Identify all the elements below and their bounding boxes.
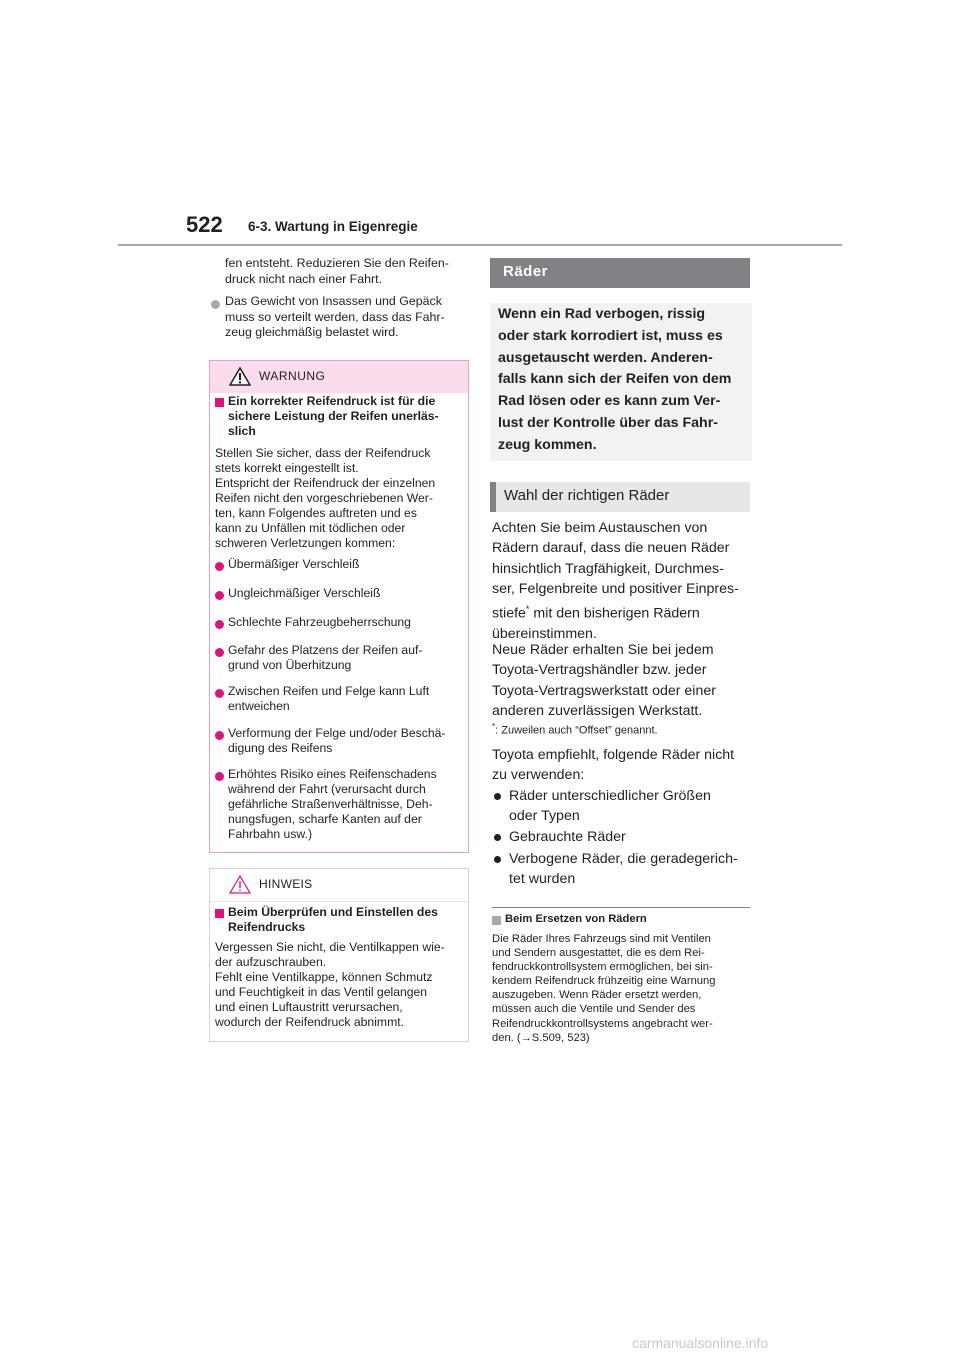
footnote-marker: * <box>525 604 530 615</box>
bullet-dot <box>215 620 224 629</box>
note-title: HINWEIS <box>259 877 313 891</box>
section-title: 6-3. Wartung in Eigenregie <box>248 219 418 234</box>
bullet-dot <box>215 772 224 781</box>
bullet-dot <box>494 793 501 800</box>
avoid-item: Verbogene Räder, die geradegerich- tet wurden <box>509 851 738 888</box>
warning-body: Stellen Sie sicher, dass der Reifendruck stets korrekt eingestellt ist. Entspricht der Reifendruck der einzelnen Reifen nicht den vorgeschriebenen Wer- ten, kann Folgendes auftreten und es kann zu Unfällen mit tödlichen oder schweren Verletzungen kommen: <box>215 446 436 550</box>
bullet-dot <box>494 834 501 841</box>
bullet-dot <box>215 591 224 600</box>
note-body: Vergessen Sie nicht, die Ventilkappen wie- der aufzuschrauben. Fehlt eine Ventilkappe, können Schmutz und Feuchtigkeit in das Ventil gelangen und einen Luftaustritt verursachen, wodurch der Reifendruck abnimmt. <box>215 940 445 1029</box>
warning-title: WARNUNG <box>259 369 326 383</box>
heading-square <box>215 398 224 407</box>
paragraph-text: mit den bisherigen Rädern übereinstimmen. <box>492 605 700 643</box>
warning-heading: Ein korrekter Reifendruck ist für die sichere Leistung der Reifen unerläs- slich <box>228 394 439 438</box>
subsection-heading: Wahl der richtigen Räder <box>504 487 670 504</box>
bullet-dot <box>215 689 224 698</box>
warning-item: Ungleichmäßiger Verschleiß <box>228 586 381 600</box>
watermark: carmanualsonline.info <box>632 1335 769 1351</box>
bullet-dot <box>211 300 220 309</box>
load-distribution-text: Das Gewicht von Insassen und Gepäck muss so verteilt werden, dass das Fahr- zeug gleichmäßig belastet wird. <box>225 294 445 339</box>
section-heading-raeder: Räder <box>503 263 549 280</box>
warning-item: Verformung der Felge und/oder Beschä- digung des Reifens <box>228 726 446 755</box>
warning-item: Übermäßiger Verschleiß <box>228 557 360 571</box>
replacement-heading: Beim Ersetzen von Rädern <box>505 913 647 925</box>
warning-box <box>209 360 469 853</box>
recommendation-paragraph: Toyota empfiehlt, folgende Räder nicht zu verwenden: <box>492 747 735 784</box>
intro-text: Wenn ein Rad verbogen, rissig oder stark korrodiert ist, muss es ausgetauscht werden. Anderen- falls kann sich der Reifen von dem Rad lösen oder es kann zum Ver- lust der Kontrolle über das Fahr- zeug kommen. <box>498 306 732 453</box>
avoid-item: Gebrauchte Räder <box>509 829 626 845</box>
warning-item: Zwischen Reifen und Felge kann Luft entweichen <box>228 684 430 713</box>
replacement-text: Die Räder Ihres Fahrzeugs sind mit Ventilen und Sendern ausgestattet, die es dem Rei- fendruckkontrollsystem ermöglichen, bei sin- kendem Reifendruck frühzeitig eine Warnung auszugeben. Wenn Räder ersetzt werden, müssen auch die Ventile und Sender des Reifendruckkontrollsystems angebracht wer- den. (→S.509, 523) <box>492 933 716 1044</box>
warning-header <box>210 361 468 393</box>
paragraph-text: Achten Sie beim Austauschen von Rädern darauf, dass die neuen Räder hinsichtlich Tragfähigkeit, Durchmes- ser, Felgenbreite und positiver Einpres- stiefe <box>492 520 739 622</box>
subsection-rule <box>492 907 750 908</box>
bullet-dot <box>215 648 224 657</box>
bullet-dot <box>215 731 224 740</box>
heading-square <box>492 916 501 925</box>
warning-item: Erhöhtes Risiko eines Reifenschadens während der Fahrt (verursacht durch gefährliche Straßenverhältnisse, Deh- nungsfugen, scharfe Kanten auf der Fahrbahn usw.) <box>228 767 437 841</box>
heading-square <box>215 909 224 918</box>
note-heading: Beim Überprüfen und Einstellen des Reifendrucks <box>228 905 438 934</box>
header-rule <box>118 244 842 246</box>
note-header <box>210 869 468 902</box>
subsection-accent <box>490 482 496 512</box>
wheel-match-paragraph <box>492 518 752 645</box>
continuation-text: fen entsteht. Reduzieren Sie den Reifen- druck nicht nach einer Fahrt. <box>225 256 449 286</box>
warning-item: Gefahr des Platzens der Reifen auf- grund von Überhitzung <box>228 643 423 672</box>
footnote-text: : Zuweilen auch “Offset” genannt. <box>495 724 658 737</box>
dealer-paragraph: Neue Räder erhalten Sie bei jedem Toyota-Vertragshändler bzw. jeder Toyota-Vertragswerkstatt oder einer anderen zuverlässigen Werkstatt. <box>492 642 716 719</box>
page-number: 522 <box>186 212 223 237</box>
bullet-dot <box>494 856 501 863</box>
caution-triangle-icon <box>229 875 251 894</box>
footnote-star: * <box>492 722 496 731</box>
note-box <box>209 868 469 1042</box>
bullet-dot <box>215 562 224 571</box>
warning-triangle-icon <box>229 367 251 386</box>
warning-item: Schlechte Fahrzeugbeherrschung <box>228 615 411 629</box>
avoid-item: Räder unterschiedlicher Größen oder Typen <box>509 788 711 825</box>
footnote <box>492 722 658 737</box>
